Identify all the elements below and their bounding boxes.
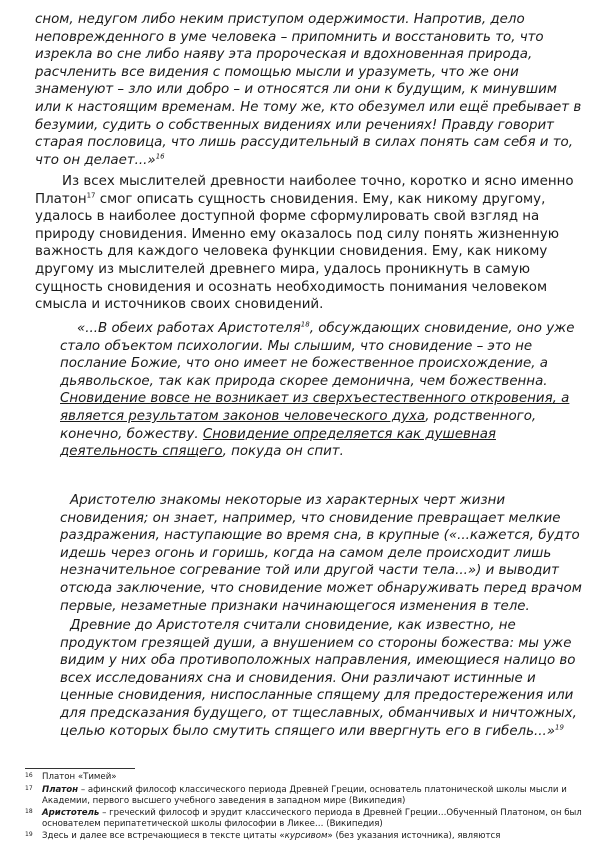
- footnote-ref-18: 18: [300, 320, 310, 329]
- footnote-17-term: Платон: [42, 785, 79, 795]
- quote-2-text-b: , обсуждающих сновидение, оно уже стало объектом психологии. Мы слышим, что сновидение – это не послание Божие, что оно имеет не божественное происхождение, а дьявольское, так как природа скорее демонична, чем божественна.: [60, 321, 575, 389]
- quote-paragraph-1: [35, 11, 585, 169]
- quote-2-underline-2: Сновидение определяется как душевная деятельность спящего: [60, 426, 496, 460]
- para-1-text-a: Из всех мыслителей древности наиболее точно, коротко и ясно именно Платон: [35, 174, 574, 207]
- para-1-text-b: смог описать сущность сновидения. Ему, как никому другому, удалось в наиболее доступной форме сформулировать свой взгляд на природу сновидения. Именно ему оказалось под силу понять жизненную важность для каждого человека функции сновидения. Ему, как никому другому из мыслителей древнего мира, удалось проникнуть в самую сущность сновидения и осознать необходимость понимания человеком смысла и источников своих сновидений.: [35, 191, 559, 313]
- footnote-19-number: 19: [25, 831, 33, 838]
- quote-paragraph-2: [60, 320, 585, 461]
- footnote-17-text: – афинский философ классического периода Древней Греции, основатель платонической школы мысли и Академии, первого высшего учебного заведения в западном мире (Википедия): [42, 785, 567, 806]
- quote-2-underline-1: Сновидение вовсе не возникает из сверхъестественного откровения, а является результатом законов человеческого духа: [60, 391, 570, 424]
- quote-paragraph-4: [60, 617, 585, 740]
- footnote-18-term: Аристотель: [42, 808, 100, 818]
- quote-paragraph-3: [60, 492, 585, 615]
- quote-1-text: сном, недугом либо неким приступом одержимости. Напротив, дело неповрежденного в уме человека – припомнить и восстановить то, что изрекла во сне либо наяву эта пророческая и вдохновенная природа, расчленить все видения с помощью мысли и уразуметь, что же они знаменуют – зло или добро – и относятся ли они к будущим, к минувшим или к настоящим временам. Не тому же, кто обезумел или ещё пребывает в безумии, судить о собственных видениях или речениях! Правду говорит старая пословица, что лишь рассудительный в силах понять сам себя и то, что он делает...»: [35, 12, 582, 168]
- footnote-divider: [25, 768, 135, 769]
- quote-4-text: Древние до Аристотеля считали сновидение, как известно, не продуктом грезящей души, а внушением со стороны божества: мы уже видим у них оба противоположных направления, имеющиеся налицо во всех исследованиях сна и сновидения. Они различают истинные и ценные сновидения, ниспосланные спящему для предостережения или для предсказания будущего, от тщеславных, обманчивых и ничтожных, целью которых было смутить спящего или ввергнуть его в гибель...»: [60, 618, 577, 739]
- quote-2-text-d: , покуда он спит.: [222, 444, 344, 460]
- footnote-16: [25, 772, 590, 783]
- footnote-19: [25, 831, 590, 842]
- footnote-19-text-b: » (без указания источника), являются: [327, 831, 501, 841]
- quote-2-text-a: «...В обеих работах Аристотеля: [77, 321, 301, 336]
- quote-3-text: Аристотелю знакомы некоторые из характерных черт жизни сновидения; он знает, например, что сновидение превращает мелкие раздражения, наступающие во время сна, в крупные («...кажется, будто идешь через огонь и горишь, когда на самом деле происходит лишь незначительное согревание той или другой части тела...») и выводит отсюда заключение, что сновидение может обнаруживать перед врачом первые, незаметные признаки начинающегося изменения в теле.: [60, 493, 582, 614]
- footnote-19-text-a: Здесь и далее все встречающиеся в тексте цитаты «: [42, 831, 285, 841]
- footnote-ref-17: 17: [86, 191, 96, 200]
- body-paragraph-1: [35, 173, 583, 314]
- footnote-19-italic: курсивом: [284, 831, 328, 841]
- footnote-17: [25, 785, 590, 807]
- footnote-16-text: Платон «Тимей»: [42, 772, 117, 782]
- footnote-18-number: 18: [25, 808, 33, 815]
- footnote-18: [25, 808, 590, 830]
- footnote-16-number: 16: [25, 772, 33, 779]
- quote-2-text-c: , родственного, конечно, божеству.: [60, 408, 537, 442]
- footnote-17-number: 17: [25, 785, 33, 792]
- footnote-18-text: – греческий философ и эрудит классического периода в Древней Греции…Обученный Платоном, он был основателем перипатетической школы философии в Ликее… (Википедия): [42, 808, 582, 829]
- footnote-ref-16: 16: [155, 152, 165, 161]
- footnote-ref-19: 19: [555, 723, 564, 732]
